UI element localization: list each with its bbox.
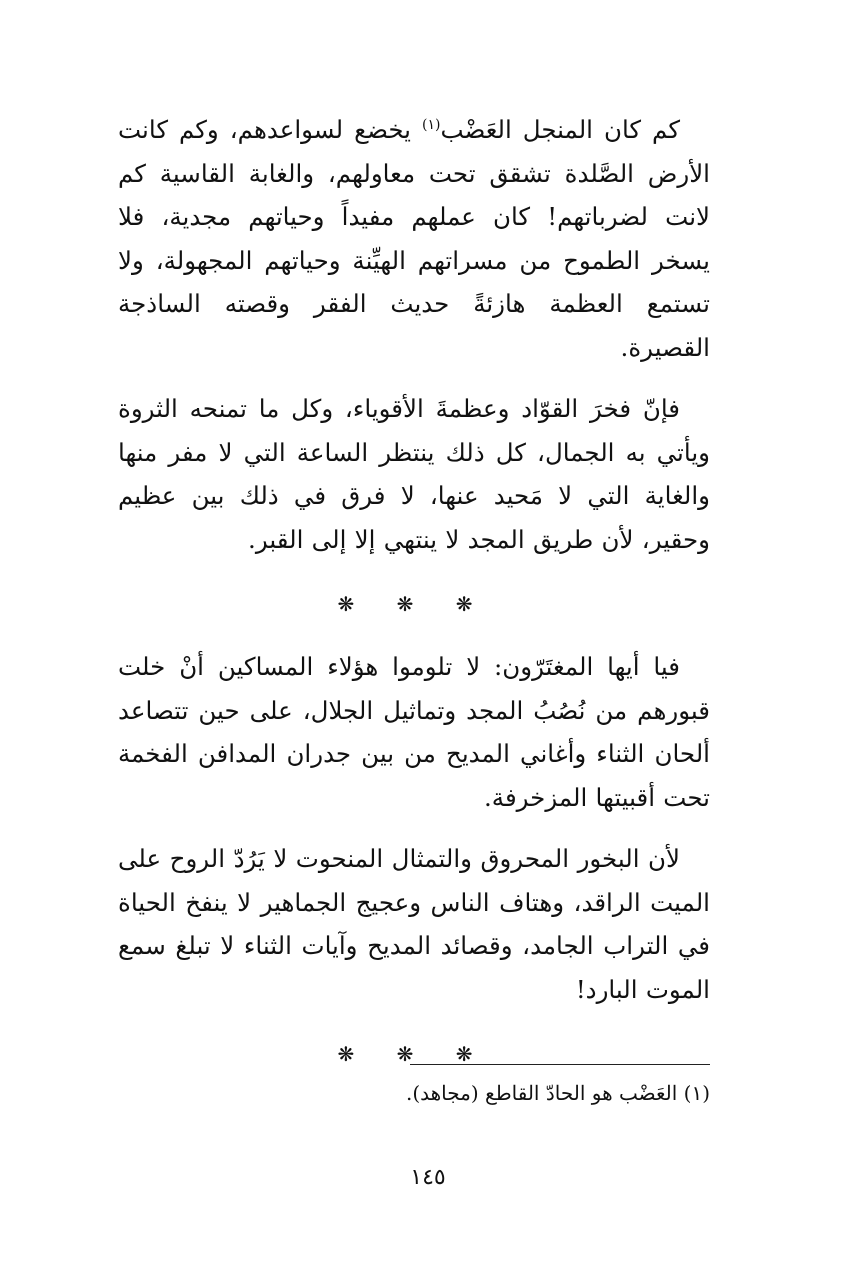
paragraph-1-rest: يخضع لسواعدهم، وكم كانت الأرض الصَّلدة تشقق تحت معاولهم، والغابة القاسية كم لانت لضرباتهم! كان عملهم مفيداً وحياتهم مجدية، فلا يسخر الطموح من مسراتهم الهيِّنة وحياتهم المجهولة، ولا تستمع العظمة هازئةً حديث الفقر وقصته الساذجة القصيرة. (118, 115, 710, 362)
section-separator: ❋ ❋ ❋ (337, 1042, 491, 1066)
paragraph-3: فيا أيها المغتَرّون: لا تلوموا هؤلاء المساكين أنْ خلت قبورهم من نُصُبُ المجد وتماثيل الجلال، على حين تتصاعد ألحان الثناء وأغاني المديح من بين جدران المدافن الفخمة تحت أقبيتها المزخرفة. (118, 652, 710, 812)
footnote: (١) العَضْب هو الحادّ القاطع (مجاهد). (405, 1081, 710, 1105)
page-number: ١٤٥ (410, 1165, 446, 1190)
paragraph-2: فإنّ فخرَ القوّاد وعظمةَ الأقوياء، وكل ما تمنحه الثروة ويأتي به الجمال، كل ذلك ينتظر الساعة التي لا مفر منها والغاية التي لا مَحيد عنها، لا فرق في ذلك بين عظيم وحقير، لأن طريق المجد لا ينتهي إلا إلى القبر. (118, 394, 710, 554)
paragraph-1-start: كم كان المنجل العَضْب (440, 115, 680, 144)
paragraph-1 (118, 108, 710, 369)
paragraph-4: لأن البخور المحروق والتمثال المنحوت لا يَرُدّ الروح على الميت الراقد، وهتاف الناس وعجيج الجماهير لا ينفخ الحياة في التراب الجامد، وقصائد المديح وآيات الثناء لا تبلغ سمع الموت البارد! (118, 844, 710, 1004)
footnote-marker[interactable]: (١) (421, 116, 441, 133)
footnote-divider (410, 1064, 710, 1065)
section-separator: ❋ ❋ ❋ (337, 592, 491, 616)
page-body (118, 108, 710, 1069)
